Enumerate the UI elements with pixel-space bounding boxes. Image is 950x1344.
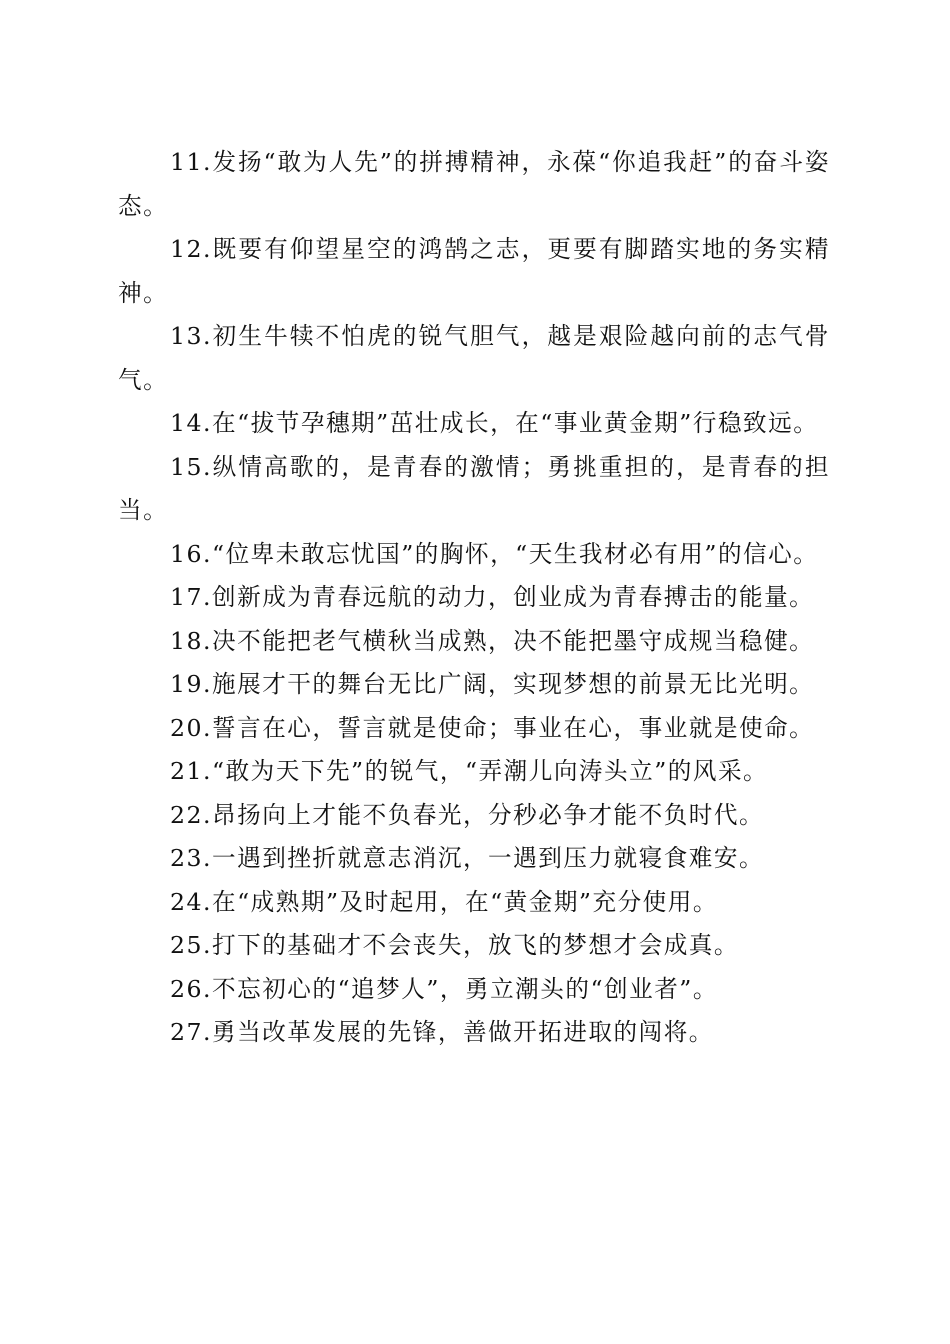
list-item: 11.发扬“敢为人先”的拼搏精神，永葆“你追我赶”的奋斗姿态。 (118, 148, 830, 220)
list-item: 14.在“拔节孕穗期”茁壮成长，在“事业黄金期”行稳致远。 (170, 409, 819, 437)
list-item: 12.既要有仰望星空的鸿鹄之志，更要有脚踏实地的务实精神。 (118, 235, 830, 307)
list-item: 27.勇当改革发展的先锋，善做开拓进取的闯将。 (170, 1018, 714, 1046)
list-item: 17.创新成为青春远航的动力，创业成为青春搏击的能量。 (170, 583, 815, 611)
list-item: 16.“位卑未敢忘忧国”的胸怀，“天生我材必有用”的信心。 (170, 539, 819, 568)
list-item: 21.“敢为天下先”的锐气，“弄潮儿向涛头立”的风采。 (170, 757, 769, 785)
list-item: 15.纵情高歌的，是青春的激情；勇挑重担的，是青春的担当。 (118, 452, 830, 524)
list-item: 13.初生牛犊不怕虎的锐气胆气，越是艰险越向前的志气骨气。 (118, 322, 830, 394)
list-item: 24.在“成熟期”及时起用，在“黄金期”充分使用。 (170, 887, 718, 916)
document-body (118, 141, 830, 1055)
list-item: 22.昂扬向上才能不负春光，分秒必争才能不负时代。 (170, 800, 765, 829)
list-item: 25.打下的基础才不会丧失，放飞的梦想才会成真。 (170, 931, 739, 959)
list-item: 26.不忘初心的“追梦人”，勇立潮头的“创业者”。 (170, 974, 718, 1003)
list-item: 19.施展才干的舞台无比广阔，实现梦想的前景无比光明。 (170, 670, 815, 698)
list-item: 20.誓言在心，誓言就是使命；事业在心，事业就是使命。 (170, 713, 815, 742)
list-item: 18.决不能把老气横秋当成熟，决不能把墨守成规当稳健。 (170, 626, 815, 655)
list-item: 23.一遇到挫折就意志消沉，一遇到压力就寝食难安。 (170, 844, 765, 872)
